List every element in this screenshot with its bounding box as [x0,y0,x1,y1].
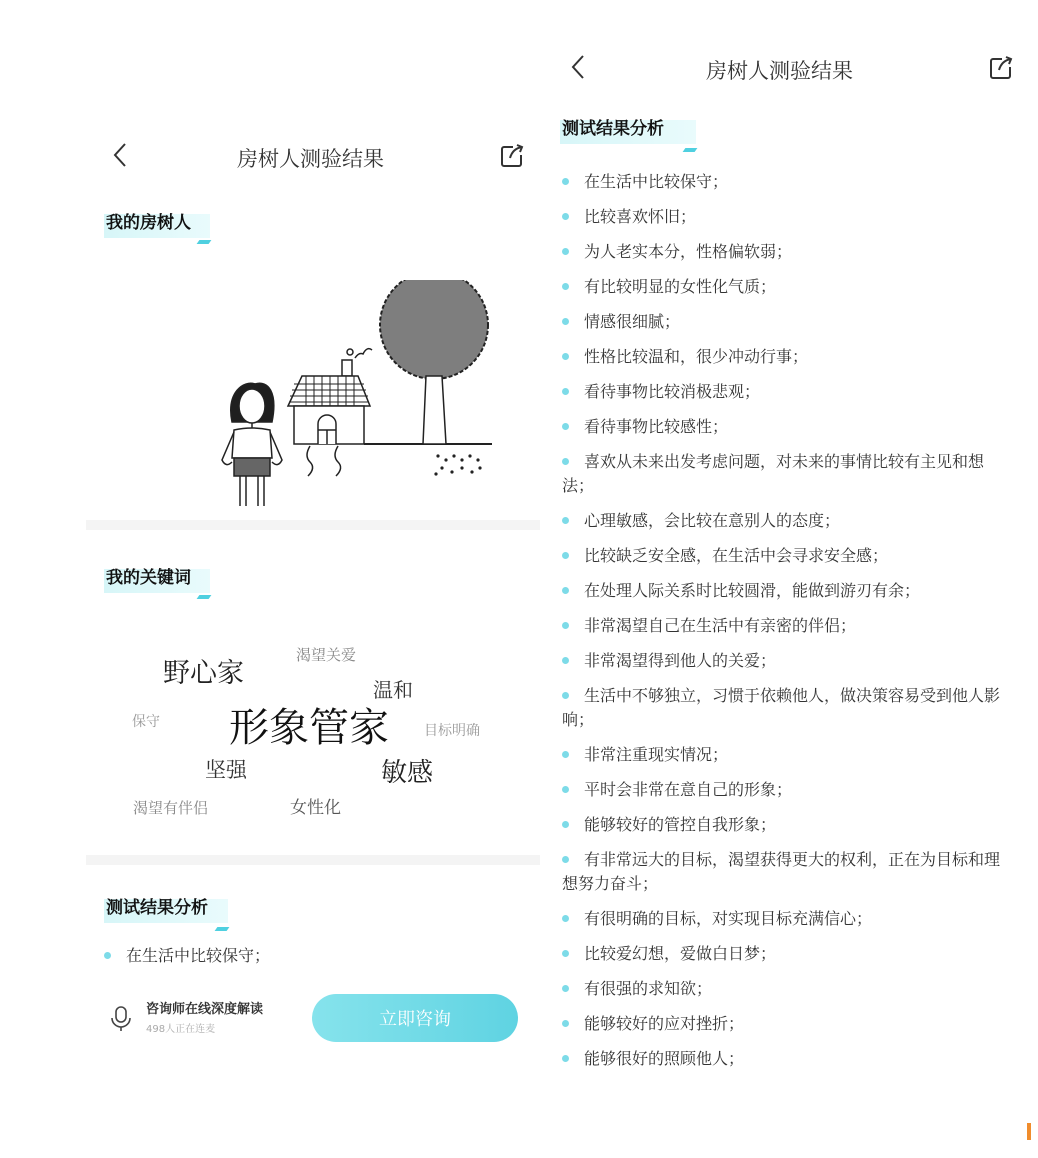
share-icon[interactable] [988,55,1014,81]
keyword-item: 敏感 [381,758,434,788]
list-item: 有比较明显的女性化气质； [562,275,1002,299]
consult-now-button[interactable]: 立即咨询 [312,994,518,1042]
section-analysis [104,893,208,918]
back-arrow-icon[interactable] [564,52,594,82]
list-item: 情感很细腻； [562,310,1002,334]
result-screen-right [540,0,1038,1158]
list-item: 有很强的求知欲； [562,977,1002,1001]
keyword-item: 温和 [373,678,413,702]
list-item: 比较喜欢怀旧； [562,205,1002,229]
section-keywords [104,563,191,588]
analysis-list [562,170,1002,1082]
section-analysis [560,114,664,139]
keyword-item: 形象管家 [229,705,389,751]
list-item: 在生活中比较保守； [104,944,524,968]
htp-drawing [210,280,500,510]
tree-drawing [380,280,488,476]
list-item: 生活中不够独立，习惯于依赖他人，做决策容易受到他人影响； [562,686,1001,729]
analysis-list [104,944,524,979]
section-my-drawing [104,208,191,233]
nav-bar [540,48,1038,88]
consult-title: 咨询师在线深度解读 [146,1002,264,1017]
list-item: 性格比较温和，很少冲动行事； [562,345,1002,369]
list-item: 心理敏感，会比较在意别人的态度； [562,509,1002,533]
keyword-item: 渴望关爱 [296,646,357,664]
list-item: 有非常远大的目标，渴望获得更大的权利，正在为目标和理想努力奋斗； [562,850,1001,893]
keyword-item: 坚强 [205,758,247,782]
list-item: 能够很好的照顾他人； [562,1047,1002,1071]
back-arrow-icon[interactable] [106,140,136,170]
keyword-item: 保守 [132,714,160,730]
section-title: 我的房树人 [106,213,191,233]
list-item: 喜欢从未来出发考虑问题，对未来的事情比较有主见和想法； [562,452,985,495]
list-item: 为人老实本分，性格偏软弱； [562,240,1002,264]
list-item: 非常渴望自己在生活中有亲密的伴侣； [562,614,1002,638]
section-divider [86,855,540,865]
page-title: 房树人测验结果 [237,147,384,171]
keyword-item: 渴望有伴侣 [133,799,209,817]
list-item: 在生活中比较保守； [562,170,1002,194]
section-title: 测试结果分析 [562,119,664,139]
section-title: 我的关键词 [106,568,191,588]
section-divider [86,520,540,530]
page-title: 房树人测验结果 [706,59,853,83]
list-item: 比较缺乏安全感，在生活中会寻求安全感； [562,544,1002,568]
consult-bar [100,990,530,1046]
nav-bar [0,136,540,176]
section-title: 测试结果分析 [106,898,208,918]
list-item: 非常注重现实情况； [562,743,1002,767]
consult-subtitle: 498人正在连麦 [146,1024,216,1035]
list-item: 有很明确的目标，对实现目标充满信心； [562,907,1002,931]
list-item: 非常渴望得到他人的关爱； [562,649,1002,673]
list-item: 能够较好的应对挫折； [562,1012,1002,1036]
share-icon[interactable] [499,143,525,169]
keyword-item: 野心家 [163,658,244,689]
list-item: 看待事物比较感性； [562,415,1002,439]
keyword-item: 目标明确 [424,723,480,739]
list-item: 能够较好的管控自我形象； [562,813,1002,837]
keyword-item: 女性化 [290,798,341,818]
house-drawing [288,349,372,476]
list-item: 看待事物比较消极悲观； [562,380,1002,404]
list-item: 比较爱幻想，爱做白日梦； [562,942,1002,966]
person-drawing [222,383,282,506]
edge-marker [1027,1123,1031,1140]
list-item: 平时会非常在意自己的形象； [562,778,1002,802]
list-item: 在处理人际关系时比较圆滑，能做到游刃有余； [562,579,1002,603]
microphone-icon [110,1006,132,1032]
